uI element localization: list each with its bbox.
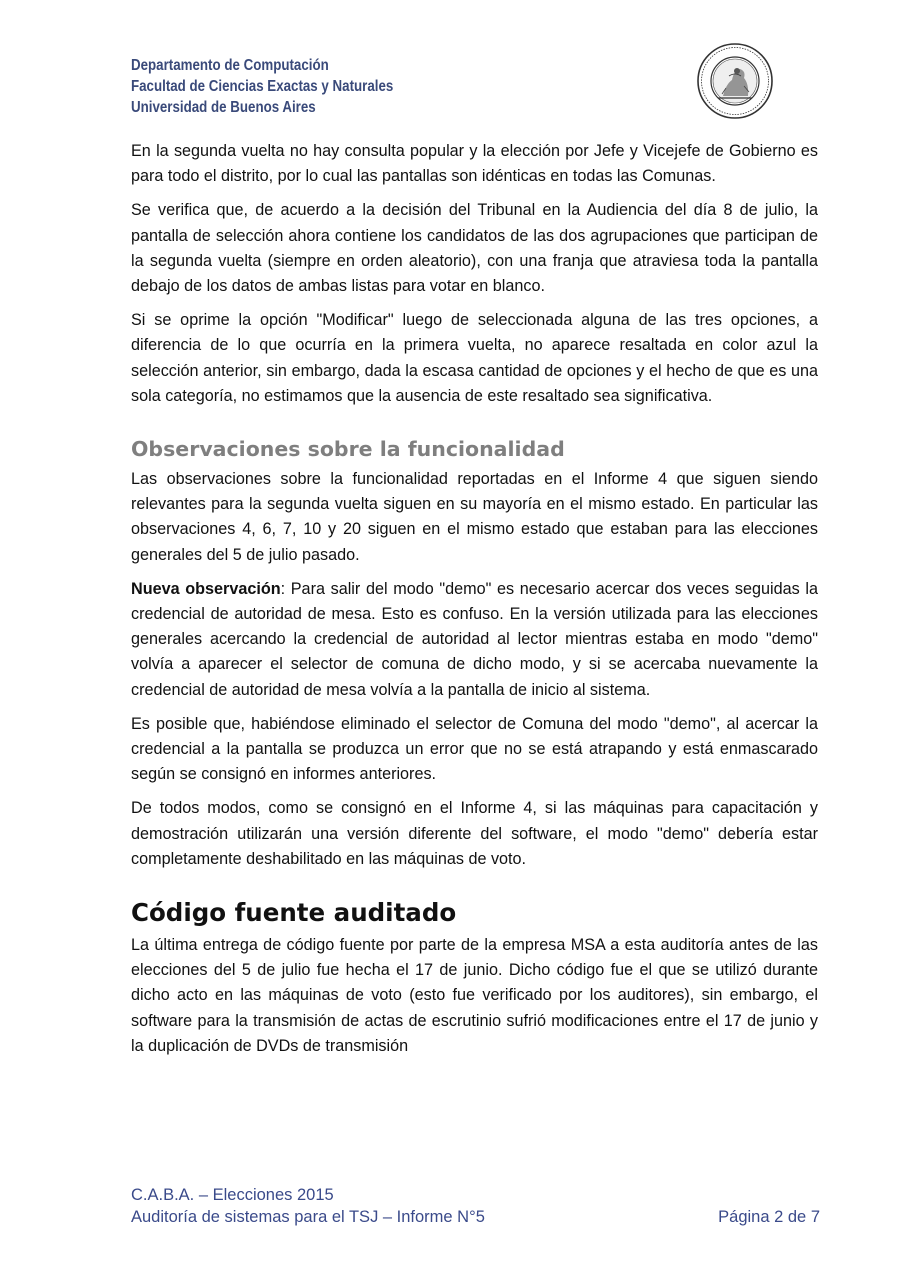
university-seal-icon xyxy=(696,40,774,122)
paragraph-new-observation xyxy=(131,577,818,703)
paragraph: Se verifica que, de acuerdo a la decisión del Tribunal en la Audiencia del día 8 de julio, la pantalla de selección ahora contiene los candidatos de las dos agrupaciones que participan de la segunda vuelta (siempre en orden aleatorio), con una franja que atraviesa toda la pantalla debajo de los datos de ambas listas para votar en blanco. xyxy=(131,201,818,296)
section-heading-source-code: Código fuente auditado xyxy=(131,898,457,928)
document-footer xyxy=(131,1184,820,1228)
paragraph: Es posible que, habiéndose eliminado el selector de Comuna del modo "demo", al acercar la credencial a la pantalla se produzca un error que no se está atrapando y está enmascarado según se consignó en informes anteriores. xyxy=(131,714,818,784)
header-university: Universidad de Buenos Aires xyxy=(131,99,316,116)
section-heading-functionality: Observaciones sobre la funcionalidad xyxy=(131,437,565,462)
paragraph: En la segunda vuelta no hay consulta popular y la elección por Jefe y Vicejefe de Gobierno es para todo el distrito, por lo cual las pantallas son idénticas en todas las Comunas. xyxy=(131,142,818,186)
paragraph: Si se oprime la opción "Modificar" luego de seleccionada alguna de las tres opciones, a diferencia de lo que ocurría en la primera vuelta, no aparece resaltada en color azul la selección anterior, sin embargo, dada la escasa cantidad de opciones y el hecho de que es una sola categoría, no estimamos que la ausencia de este resaltado sea significativa. xyxy=(131,311,818,405)
new-observation-text: : Para salir del modo "demo" es necesario acercar dos veces seguidas la credencial de autoridad de mesa. Esto es confuso. En la versión utilizada para las elecciones generales acercando la credencial de autoridad al lector mientras estaba en modo "demo" volvía a aparecer el selector de comuna de dicho modo, y si se acercaba nuevamente la credencial de autoridad de mesa volvía a la pantalla de inicio al sistema. xyxy=(131,579,818,699)
paragraph: La última entrega de código fuente por parte de la empresa MSA a esta auditoría antes de las elecciones del 5 de julio fue hecha el 17 de junio. Dicho código fue el que se utilizó durante dicho acto en las máquinas de voto (esto fue verificado por los auditores), sin embargo, el software para la transmisión de actas de escrutinio sufrió modificaciones entre el 17 de junio y la duplicación de DVDs de transmisión xyxy=(131,936,818,1055)
page-number: Página 2 de 7 xyxy=(718,1208,820,1226)
paragraph: De todos modos, como se consignó en el Informe 4, si las máquinas para capacitación y demostración utilizarán una versión diferente del software, el modo "demo" debería estar completamente deshabilitado en las máquinas de voto. xyxy=(131,799,818,868)
header-department: Departamento de Computación xyxy=(131,57,329,74)
footer-report-title: Auditoría de sistemas para el TSJ – Informe N°5 xyxy=(131,1208,485,1226)
document-header xyxy=(131,55,436,118)
footer-elections: C.A.B.A. – Elecciones 2015 xyxy=(131,1186,334,1204)
new-observation-label: Nueva observación xyxy=(131,579,281,598)
page-content xyxy=(131,139,818,1068)
header-faculty: Facultad de Ciencias Exactas y Naturales xyxy=(131,78,394,95)
paragraph: Las observaciones sobre la funcionalidad reportadas en el Informe 4 que siguen siendo relevantes para la segunda vuelta siguen en su mayoría en el mismo estado. En particular las observaciones 4, 6, 7, 10 y 20 siguen en el mismo estado que estaban para las elecciones generales del 5 de julio pasado. xyxy=(131,470,818,564)
